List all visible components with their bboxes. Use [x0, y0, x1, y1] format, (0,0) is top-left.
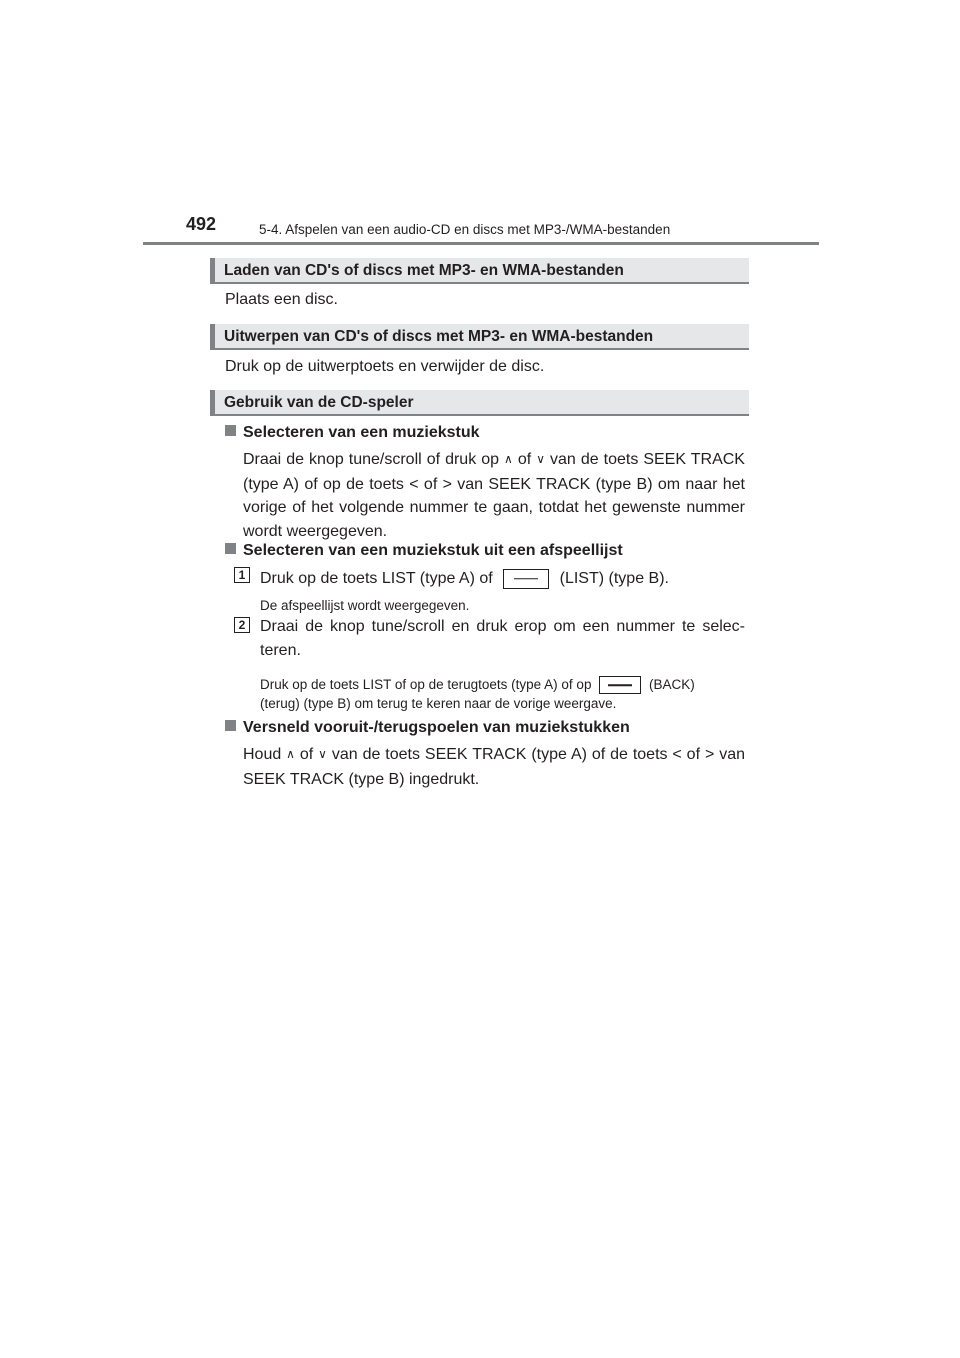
up-arrow-symbol: ∧	[504, 452, 513, 466]
step-2-text: Draai de knop tune/scroll en druk erop om een nummer te selec- teren.	[260, 618, 745, 659]
seek-paragraph: Houd ∧ of ∨ van de toets SEEK TRACK (type A) of de toets < of > van SEEK TRACK (type B) ingedrukt.	[243, 746, 745, 788]
square-bullet-icon	[225, 425, 236, 436]
eject-instruction: Druk op de uitwerptoets en verwijder de disc.	[225, 358, 545, 375]
up-arrow-symbol: ∧	[286, 747, 295, 761]
page-number: 492	[186, 214, 217, 234]
subheading-select-playlist: Selecteren van een muziekstuk uit een afspeellijst	[225, 540, 623, 562]
load-instruction: Plaats een disc.	[225, 291, 338, 308]
select-track-paragraph: Draai de knop tune/scroll of druk op ∧ of ∨ van de toets SEEK TRACK (type A) of op de toets < of > van SEEK TRACK (type B) om naar het vorige of het volgende nummer te gaan, totdat het gewenste nummer wordt weergegeven.	[243, 451, 745, 540]
left-symbol: <	[409, 475, 419, 493]
right-symbol: >	[442, 475, 452, 493]
subheading-seek: Versneld vooruit-/terugspoelen van muziekstukken	[225, 717, 630, 739]
back-note: Druk op de toets LIST of op de terugtoets (type A) of op (BACK) (terug) (type B) om terug te keren naar de vorige weergave.	[260, 677, 695, 712]
down-arrow-symbol: ∨	[536, 452, 545, 466]
section-heading-load: Laden van CD's of discs met MP3- en WMA-bestanden	[210, 258, 749, 284]
step-1-note: De afspeellijst wordt weergegeven.	[260, 598, 470, 613]
header-rule	[143, 242, 819, 245]
square-bullet-icon	[225, 543, 236, 554]
section-heading-use: Gebruik van de CD-speler	[210, 390, 749, 416]
subheading-select-track: Selecteren van een muziekstuk	[225, 422, 480, 444]
step-1-badge: 1	[234, 567, 250, 583]
step-2-badge: 2	[234, 617, 250, 633]
down-arrow-symbol: ∨	[318, 747, 327, 761]
square-bullet-icon	[225, 720, 236, 731]
back-key-icon	[599, 676, 641, 694]
running-title: 5-4. Afspelen van een audio-CD en discs met MP3-/WMA-bestanden	[259, 222, 671, 237]
step-1-text: Druk op de toets LIST (type A) of (LIST) (type B).	[260, 570, 669, 587]
list-key-icon	[503, 569, 549, 589]
section-heading-eject: Uitwerpen van CD's of discs met MP3- en WMA-bestanden	[210, 324, 749, 350]
